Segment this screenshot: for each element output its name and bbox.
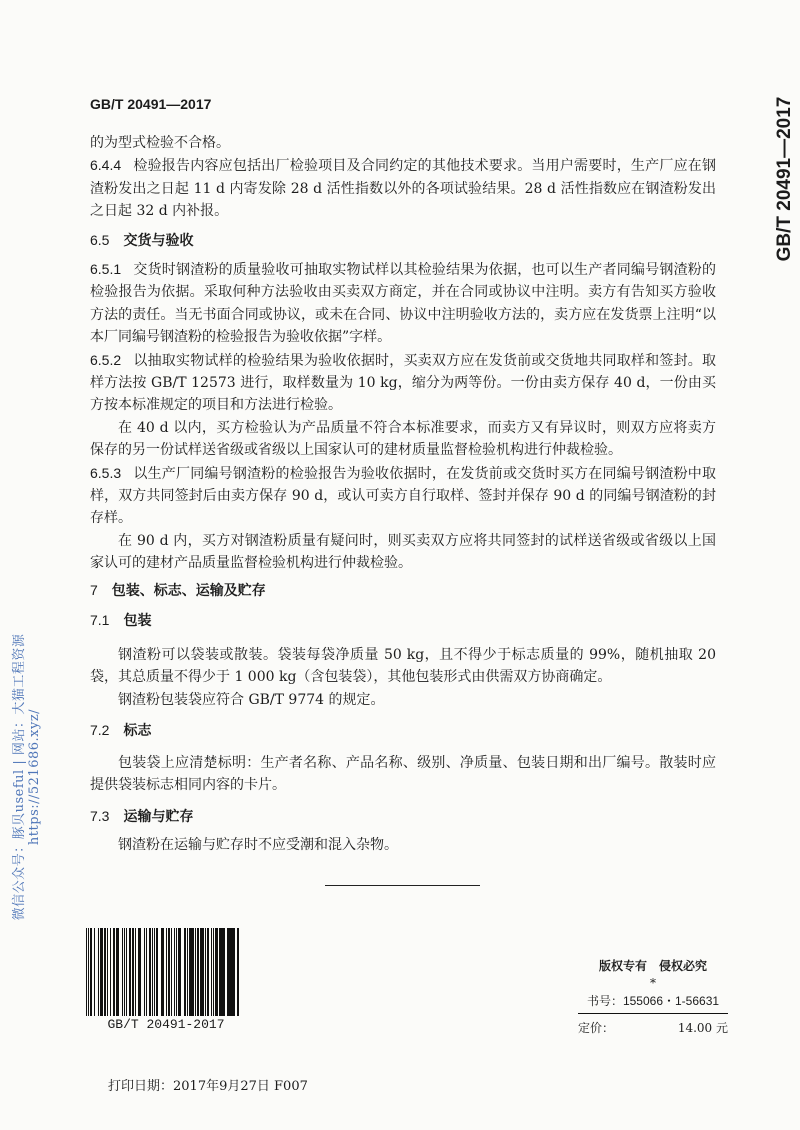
barcode-bar [213, 928, 214, 1016]
barcode-bar [161, 928, 164, 1016]
barcode-bar [174, 928, 175, 1016]
paragraph: 钢渣粉可以袋装或散装。袋装每袋净质量 50 kg，且不得少于标志质量的 99%，随机抽取 20 袋，其总质量不得少于 1 000 kg（含包装袋），其他包装形式由供需双方协商确定。 [90, 647, 716, 686]
divider [578, 1013, 728, 1014]
heading-title: 包装、标志、运输及贮存 [111, 583, 266, 599]
barcode-bar [197, 928, 198, 1016]
price-label: 定价： [578, 1021, 615, 1035]
barcode-bar [205, 928, 206, 1016]
section-6-4-4 [90, 132, 716, 223]
clause-text: 检验报告内容应包括出厂检验项目及合同约定的其他技术要求。当用户需要时，生产厂应在钢渣粉发出之日起 11 d 内寄发除 28 d 活性指数以外的各项试验结果。28 d 活性指数应在钢渣粉发出之日起 32 d 内补报。 [90, 158, 716, 220]
heading-7 [90, 579, 716, 602]
barcode-bar [132, 928, 134, 1016]
barcode-bar [211, 928, 212, 1016]
section-7-1-body [90, 644, 716, 711]
barcode-bar [171, 928, 172, 1016]
clause-number: 6.5.2 [90, 351, 122, 368]
barcode-bar [104, 928, 106, 1016]
heading-7-3 [90, 805, 716, 828]
paragraph: 在 40 d 以内，买方检验认为产品质量不符合本标准要求，而卖方又有异议时，则双方应将卖方保存的另一份试样送省级或省级以上国家认可的建材质量监督检验机构进行仲裁检验。 [90, 419, 716, 459]
heading-title: 交货与验收 [123, 233, 194, 249]
clause-6-5-1 [90, 258, 716, 349]
price-row [578, 1019, 728, 1036]
copyright-block [578, 957, 728, 1036]
heading-title: 包装 [123, 613, 152, 629]
clause-text: 交货时钢渣粉的质量验收可抽取实物试样以其检验结果为依据，也可以生产者同编号钢渣粉的检验报告为依据。采取何种方法验收由买卖双方商定，并在合同或协议中注明。卖方有告知买方验收方法的责任。当无书面合同或协议，或未在合同、协议中注明验收方法的，卖方应在发货票上注明“以本厂同编号钢渣粉的检验报告为验收依据”字样。 [90, 262, 716, 346]
barcode-bar [200, 928, 203, 1016]
paragraph: 钢渣粉包装袋应符合 GB/T 9774 的规定。 [118, 691, 385, 708]
clause-number: 6.4.4 [90, 157, 122, 174]
barcode-bar [98, 928, 99, 1016]
barcode-bar [100, 928, 103, 1016]
paragraph: 包装袋上应清楚标明：生产者名称、产品名称、级别、净质量、包装日期和出厂编号。散装时应提供袋装标志相同内容的卡片。 [90, 755, 716, 794]
barcode-bar [237, 928, 239, 1016]
barcode-bar [107, 928, 108, 1016]
heading-number: 7.3 [90, 808, 110, 824]
barcode-bar [156, 928, 158, 1016]
barcode-bar [195, 928, 196, 1016]
price-value: 14.00 元 [677, 1021, 728, 1035]
heading-number: 7.1 [90, 612, 110, 628]
barcode-bar [231, 928, 232, 1016]
heading-number: 6.5 [90, 232, 110, 248]
barcode-bar [233, 928, 234, 1016]
barcode-bar [124, 928, 125, 1016]
barcode-bar [227, 928, 230, 1016]
barcode-bar [122, 928, 123, 1016]
barcode-bar [191, 928, 193, 1016]
barcode-bar [94, 928, 95, 1016]
paragraph: 的为型式检验不合格。 [90, 135, 230, 151]
standard-code-header: GB/T 20491—2017 [90, 96, 212, 112]
barcode-bar [224, 928, 225, 1016]
heading-7-1 [90, 609, 716, 632]
barcode-bar [215, 928, 217, 1016]
paragraph: 钢渣粉在运输与贮存时不应受潮和混入杂物。 [118, 837, 398, 853]
barcode-bar [166, 928, 167, 1016]
copyright-notice: 版权专有 侵权必究 [598, 959, 707, 973]
clause-6-4-4 [90, 154, 716, 222]
clause-number: 6.5.1 [90, 261, 122, 277]
barcode-bar [207, 928, 209, 1016]
heading-number: 7 [90, 582, 98, 598]
barcode-bar [138, 928, 141, 1016]
barcode-bar [86, 928, 87, 1016]
barcode-bar [110, 928, 111, 1016]
barcode-bar [129, 928, 131, 1016]
heading-title: 标志 [123, 723, 152, 739]
heading-title: 运输与贮存 [123, 809, 194, 825]
barcode-bar [144, 928, 145, 1016]
section-7-2-body [90, 752, 716, 797]
barcode-text: GB/T 20491-2017 [107, 1017, 225, 1032]
barcode [86, 928, 246, 1016]
heading-6-5 [90, 229, 716, 252]
barcode-bar [187, 928, 188, 1016]
section-6-5-body [90, 258, 716, 575]
barcode-bar [222, 928, 223, 1016]
barcode-bar [189, 928, 190, 1016]
print-date: 打印日期：2017年9月27日 F007 [108, 1079, 308, 1094]
clause-number: 6.5.3 [90, 464, 122, 481]
barcode-bar [184, 928, 186, 1016]
clause-text: 以生产厂同编号钢渣粉的检验报告为验收依据时，在发货前或交货时买方在同编号钢渣粉中取样，双方共同签封后由卖方保存 90 d，或认可卖方自行取样、签封并保存 90 d 的同编号钢渣粉的封存样。 [90, 465, 716, 527]
watermark: 微信公众号：豚贝useful | 网站：大猫工程资源 https://521686.xyz/ [12, 633, 42, 921]
barcode-bar [176, 928, 177, 1016]
heading-7-2 [90, 719, 716, 742]
paragraph: 在 90 d 内，买方对钢渣粉质量有疑问时，则买卖双方应将共同签封的试样送省级或省级以上国家认可的建材产品质量监督检验机构进行仲裁检验。 [90, 532, 716, 572]
end-rule [325, 885, 480, 886]
book-number: 书号：155066・1-56631 [586, 994, 720, 1008]
side-standard-code: GB/T 20491—2017 [774, 96, 795, 262]
heading-number: 7.2 [90, 722, 110, 738]
barcode-bar [88, 928, 89, 1016]
barcode-bar [126, 928, 127, 1016]
barcode-bar [152, 928, 153, 1016]
barcode-bar [90, 928, 92, 1016]
barcode-bar [219, 928, 221, 1016]
clause-6-5-2 [90, 349, 716, 417]
barcode-bar [113, 928, 115, 1016]
star-mark: * [650, 976, 656, 990]
barcode-bar [146, 928, 147, 1016]
barcode-bar [168, 928, 170, 1016]
barcode-bar [135, 928, 136, 1016]
barcode-bar [178, 928, 181, 1016]
barcode-bar [116, 928, 119, 1016]
clause-6-5-3 [90, 462, 716, 530]
clause-text: 以抽取实物试样的检验结果为验收依据时，买卖双方应在发货前或交货地共同取样和签封。取样方法按 GB/T 12573 进行，取样数量为 10 kg，缩分为两等份。一份由卖方保存 40 d，一份由买方按本标准规定的项目和方法进行检验。 [90, 352, 716, 414]
section-7-3-body [90, 834, 716, 856]
barcode-bar [154, 928, 155, 1016]
barcode-bar [149, 928, 151, 1016]
